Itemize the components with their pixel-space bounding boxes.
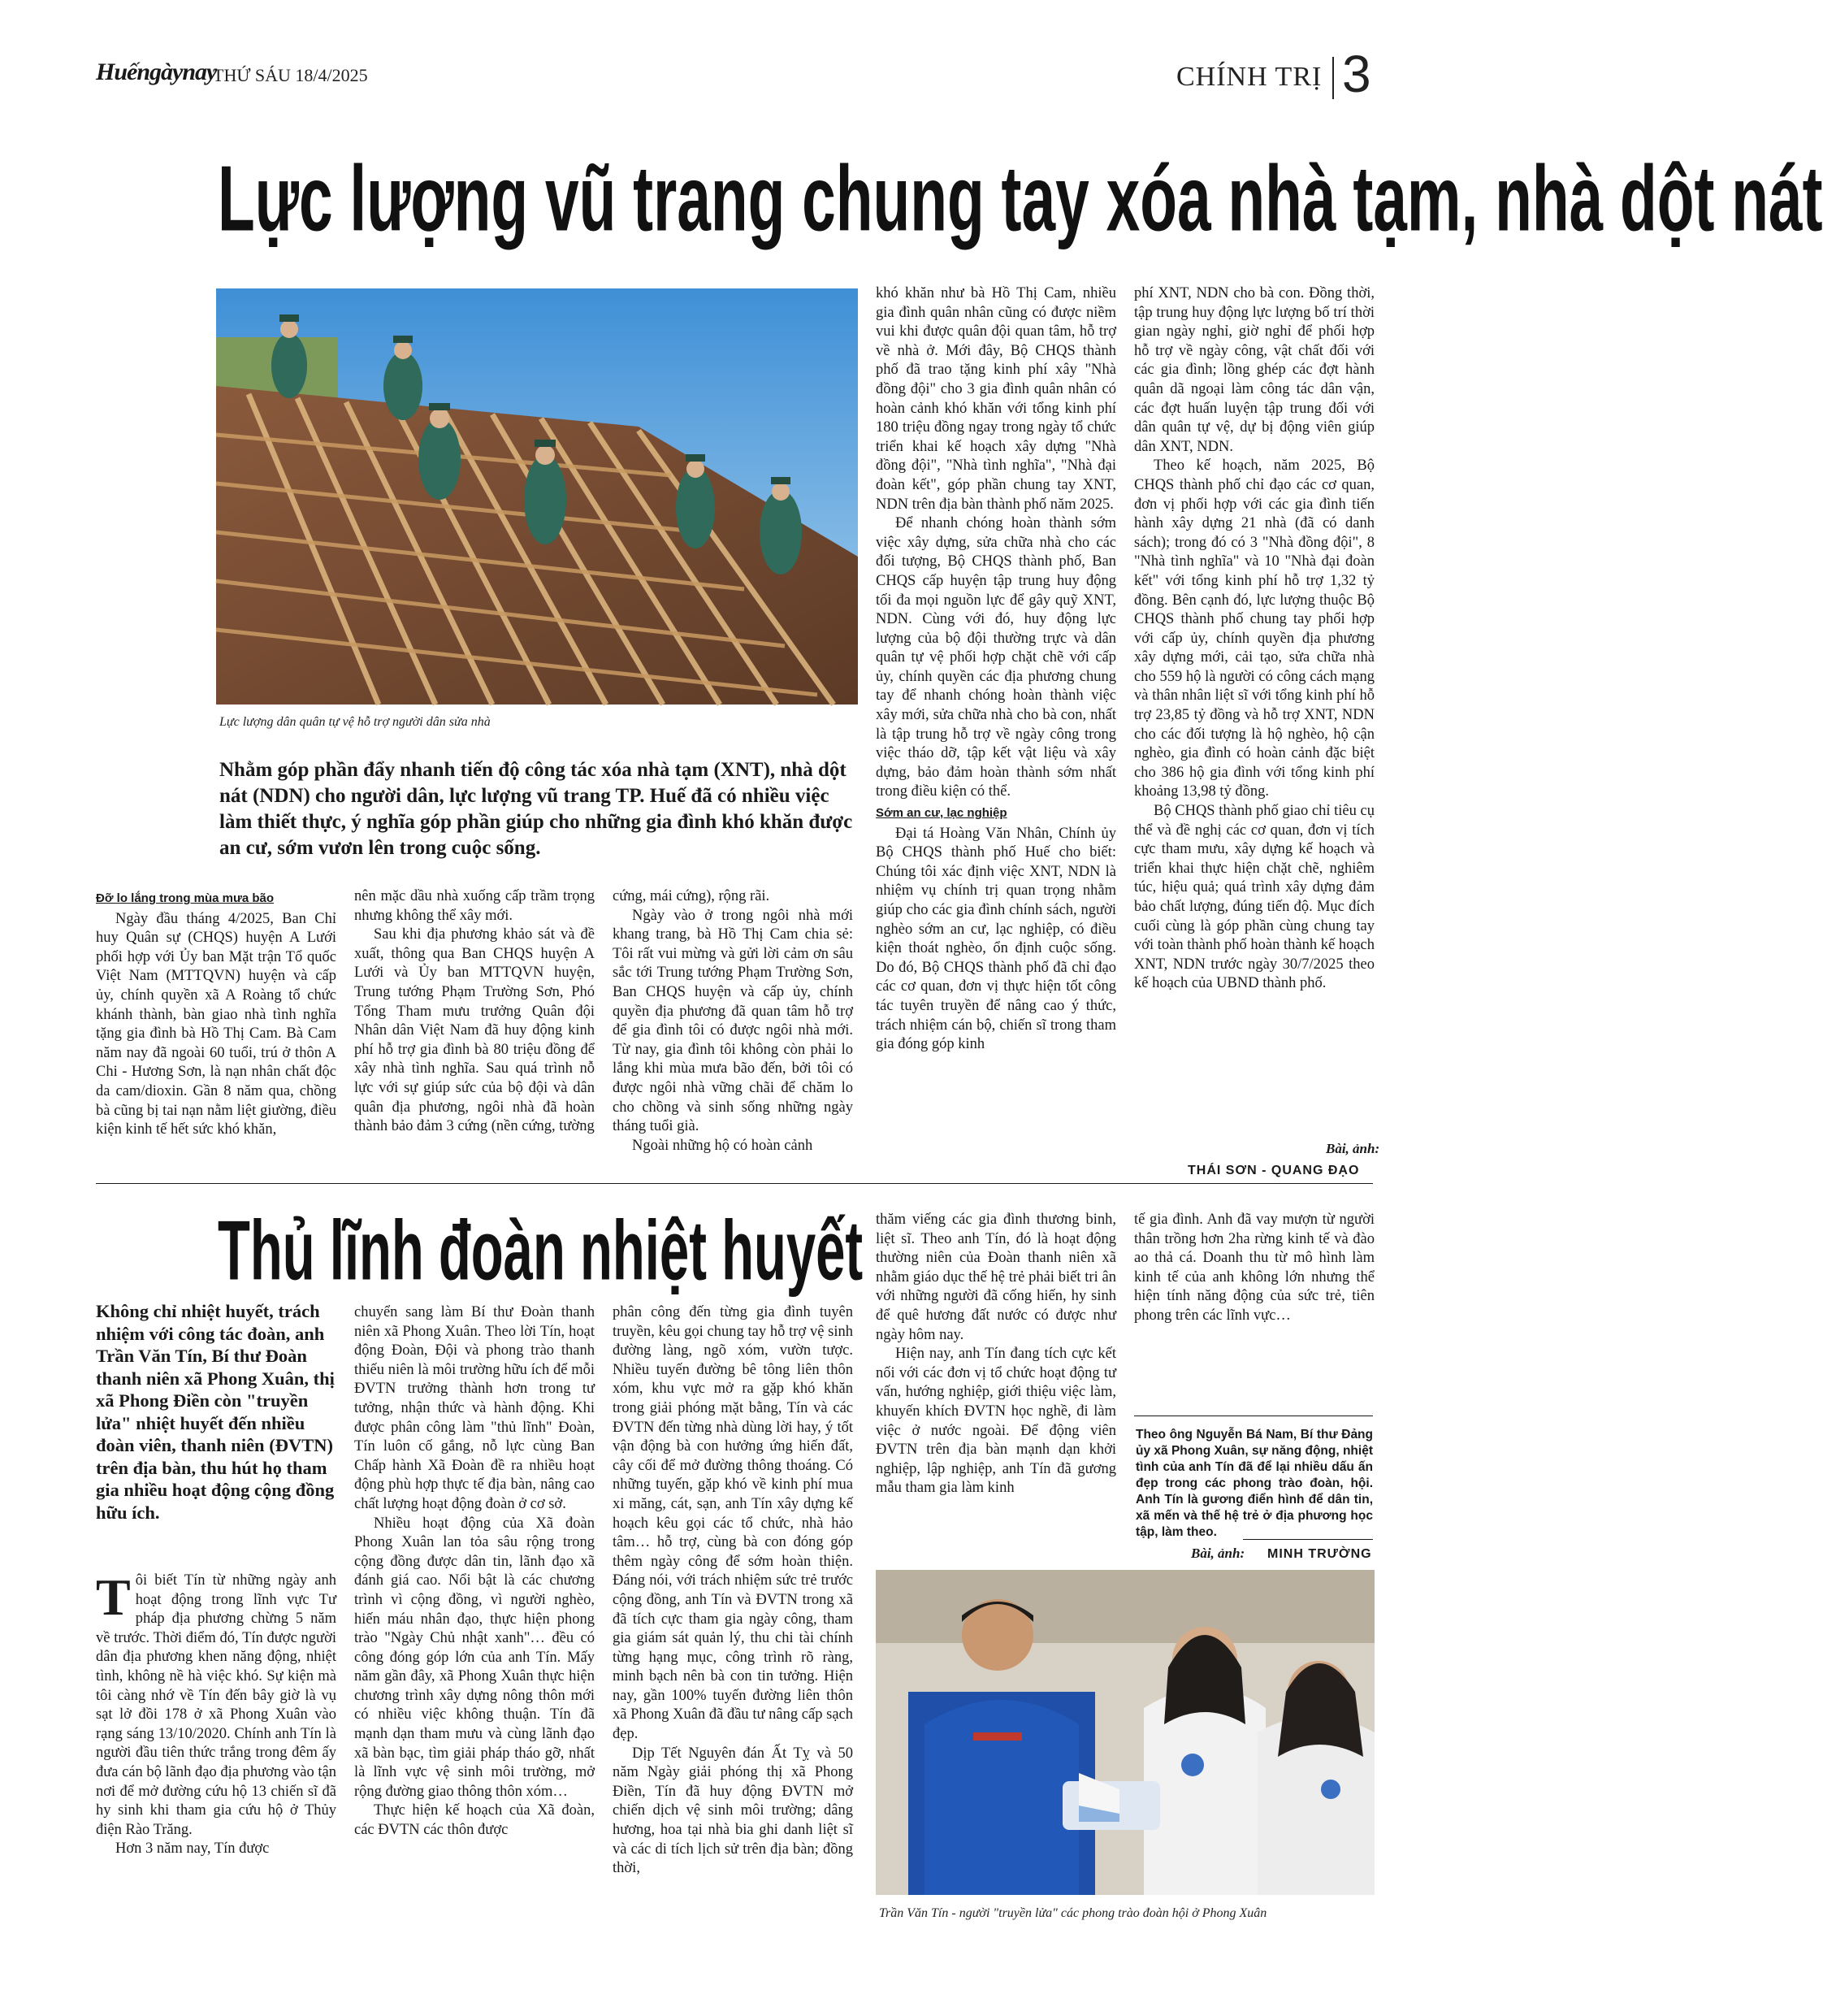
article2-column-2 — [354, 1303, 595, 1840]
article2-paragraph: thăm viếng các gia đình thương binh, liệt sĩ. Theo anh Tín, đó là hoạt động thường niên của Đoàn thanh niên xã nhằm giáo dục thế hệ trẻ phải biết tri ân với những người đã cống hiến, hy sinh để quê hương đất nước có được như ngày hôm nay. — [876, 1212, 1116, 1343]
article2-paragraph: Nhiều hoạt động của Xã đoàn Phong Xuân lan tỏa sâu rộng trong cộng đồng được dân tin, lãnh đạo xã đánh giá cao. Nổi bật là các chương trình vì cộng đồng, vì người nghèo, hiến máu nhân đạo, thực hiện phong trào "Ngày Chủ nhật xanh"… đều có công đóng góp lớn của anh Tín. Mấy năm gần đây, xã Phong Xuân thực hiện chương trình xây dựng nông thôn mới có nhiều việc không thuận. Tín đã mạnh dạn tham mưu và cùng lãnh đạo xã bàn bạc, tìm giải pháp tháo gỡ, nhất là lĩnh vực vệ sinh môi trường, mở rộng đường giao thông thôn xóm… — [354, 1515, 595, 1800]
article1-paragraph: khó khăn như bà Hồ Thị Cam, nhiều gia đình quân nhân cũng có được niềm vui khi được quân đội quan tâm, hỗ trợ về nhà ở. Mới đây, Bộ CHQS thành phố đã trao tặng kinh phí xây "Nhà đồng đội" cho 3 gia đình quân nhân có hoàn cảnh khó khăn với tổng kinh phí 180 triệu đồng ngay trong ngày tổ chức triển khai kế hoạch xây dựng "Nhà đồng đội", "Nhà tình nghĩa", "Nhà đại đoàn kết", góp phần chung tay XNT, NDN trên địa bàn thành phố năm 2025. — [876, 285, 1116, 513]
article2-quote: Theo ông Nguyễn Bá Nam, Bí thư Đảng ủy xã Phong Xuân, sự năng động, nhiệt tình của anh Tín đã để lại nhiều dấu ấn đẹp trong các phong trào đoàn, hội. Anh Tín là gương điển hình để dân tin, xã mến và thế hệ trẻ ở địa phương học tập, làm theo. — [1136, 1428, 1373, 1539]
article1-headline: Lực lượng vũ trang chung tay xóa nhà tạm, nhà dột nát — [218, 147, 1823, 251]
article2-column-4 — [876, 1211, 1116, 1498]
roof-repair-photo — [216, 288, 858, 705]
article2-column-3 — [613, 1303, 853, 1879]
article2-byline-label: Bài, ảnh: — [1191, 1546, 1245, 1561]
article2-paragraph: Thực hiện kế hoạch của Xã đoàn, các ĐVTN các thôn được — [354, 1802, 595, 1839]
article2-headline: Thủ lĩnh đoàn nhiệt huyết — [218, 1203, 864, 1298]
article2-paragraph: tế gia đình. Anh đã vay mượn từ người thân trồng hơn 2ha rừng kinh tế và đào ao thả cá. Doanh thu từ mô hình làm kinh tế của anh không lớn nhưng thể hiện tính năng động của sức trẻ, tiên phong trên các lĩnh vực… — [1134, 1212, 1375, 1324]
masthead-divider — [1332, 57, 1334, 99]
article2-paragraph: chuyển sang làm Bí thư Đoàn thanh niên xã Phong Xuân. Theo lời Tín, hoạt động Đoàn, Đội và phong trào thanh thiếu niên là môi trường hữu ích để mỗi ĐVTN trưởng thành hơn trong tư tưởng, nhận thức và hành động. Khi được phân công làm "thủ lĩnh" Đoàn, Tín luôn cố gắng, nỗ lực cùng Ban Chấp hành Xã Đoàn đề ra nhiều hoạt động phù hợp thực tế địa bàn, nâng cao chất lượng hoạt động đoàn ở cơ sở. — [354, 1304, 595, 1512]
article1-column-1 — [96, 887, 336, 1140]
article1-column-4 — [876, 284, 1116, 1055]
youth-leader-photo — [876, 1570, 1375, 1895]
article1-paragraph: Sau khi địa phương khảo sát và đề xuất, thông qua Ban CHQS huyện A Lưới và Ủy ban MTTQVN huyện, Trung tướng Phạm Trường Sơn, Phó Tổng Tham mưu trưởng Quân đội Nhân dân Việt Nam đã huy động kinh phí hỗ trợ gia đình bà 80 triệu đồng để xây nhà tình nghĩa. Sau quá trình nỗ lực với sự giúp sức của bộ đội và dân quân địa phương, ngôi nhà đã hoàn thành bảo đảm 3 cứng (nền cứng, tường — [354, 926, 595, 1135]
article2-column-1 — [96, 1568, 336, 1859]
article1-column-5 — [1134, 284, 1375, 994]
article1-lede: Nhằm góp phần đẩy nhanh tiến độ công tác xóa nhà tạm (XNT), nhà dột nát (NDN) cho người dân, lực lượng vũ trang TP. Huế đã có nhiều việc làm thiết thực, ý nghĩa góp phần giúp cho những gia đình khó khăn được an cư, sớm vươn lên trong cuộc sống. — [219, 759, 853, 859]
article1-photo-caption: Lực lượng dân quân tự vệ hỗ trợ người dân sửa nhà — [219, 715, 491, 729]
article2-column-5 — [1134, 1211, 1375, 1326]
article1-photo — [216, 288, 858, 705]
drop-cap: T — [96, 1568, 131, 1626]
article1-byline-label: Bài, ảnh: — [1326, 1141, 1380, 1156]
newspaper-logo: Huếngàynay — [96, 59, 217, 85]
article1-paragraph: Bộ CHQS thành phố giao chỉ tiêu cụ thể và đề nghị các cơ quan, đơn vị tích cực tham mưu, xây dựng kế hoạch và triển khai thực hiện chặt chẽ, nghiêm túc, hiệu quả; quá trình xây dựng đảm bảo chất lượng, đúng tiến độ. Mục đích cuối cùng là góp phần cùng chung tay với toàn thành phố hoàn thành kế hoạch XNT, NDN trước ngày 30/7/2025 theo kế hoạch của UBND thành phố. — [1134, 803, 1375, 992]
article-divider — [96, 1183, 1373, 1184]
article1-subhead-2: Sớm an cư, lạc nghiệp — [876, 806, 1007, 821]
article1-paragraph: nên mặc dầu nhà xuống cấp trầm trọng nhưng không thể xây mới. — [354, 888, 595, 924]
article1-column-3 — [613, 887, 853, 1155]
article1-paragraph: cứng, mái cứng), rộng rãi. — [613, 888, 770, 904]
issue-date: THỨ SÁU 18/4/2025 — [213, 65, 368, 85]
article2-photo-caption: Trần Văn Tín - người "truyền lửa" các phong trào đoàn hội ở Phong Xuân — [879, 1906, 1267, 1920]
article2-lede: Không chỉ nhiệt huyết, trách nhiệm với công tác đoàn, anh Trần Văn Tín, Bí thư Đoàn thanh niên xã Phong Xuân, thị xã Phong Điền còn "truyền lửa" nhiệt huyết đến nhiều đoàn viên, thanh niên (ĐVTN) trên địa bàn, thu hút họ tham gia nhiều hoạt động cộng đồng hữu ích. — [96, 1301, 335, 1523]
article1-byline-name: THÁI SƠN - QUANG ĐẠO — [1188, 1164, 1360, 1177]
article1-paragraph: Đại tá Hoàng Văn Nhân, Chính ủy Bộ CHQS thành phố Huế cho biết: Chúng tôi xác định việc XNT, NDN là nhiệm vụ chính trị quan trọng nhằm giúp cho các gia đình chính sách, người nghèo sớm an cư, lạc nghiệp, có điều kiện thoát nghèo, ổn định cuộc sống. Do đó, Bộ CHQS thành phố đã chỉ đạo các cơ quan, đơn vị thực hiện tốt công tác tuyên truyền để nâng cao ý thức, trách nhiệm cán bộ, chiến sĩ trong tham gia đóng góp kinh — [876, 825, 1116, 1053]
article2-paragraph — [96, 1568, 336, 1840]
article2-byline-name: MINH TRƯỜNG — [1267, 1547, 1372, 1561]
article1-column-2 — [354, 887, 595, 1137]
page-number: 3 — [1342, 45, 1371, 103]
article2-paragraph: Hơn 3 năm nay, Tín được — [115, 1840, 270, 1858]
article2-paragraph: phân công đến từng gia đình tuyên truyền, kêu gọi chung tay hỗ trợ vệ sinh đường làng, ngõ xóm, vườn tược. Nhiều tuyến đường bê tông liên thôn xóm, khu vực mở ra gặp khó khăn trong giải phóng mặt bằng, Tín và các ĐVTN đến từng nhà dùng lời hay, ý tốt vận động bà con hưởng ứng hiến đất, cây cối để mở đường thông thoáng. Có những tuyến, gặp khó về kinh phí mua xi măng, cát, sạn, anh Tín xây dựng kế hoạch kêu gọi các tổ chức, nhà hảo tâm… hỗ trợ, cùng bà con đóng góp thêm ngày công để sớm hoàn thiện. Đáng nói, với trách nhiệm sức trẻ trước cộng đồng, anh Tín và ĐVTN trong xã đã tích cực tham gia ngày công, tham gia giám sát quản lý, thu chi tài chính từng hạng mục, công trình rõ ràng, minh bạch nên bà con tin tưởng. Hiện nay, gần 100% tuyến đường liên thôn xã Phong Xuân đã đầu tư nâng cấp sạch đẹp. — [613, 1304, 853, 1743]
article2-photo — [876, 1570, 1375, 1895]
article1-paragraph: Theo kế hoạch, năm 2025, Bộ CHQS thành phố chỉ đạo các cơ quan, đơn vị phối hợp với các gia đình tiến hành xây dựng 21 nhà (đã có danh sách); trong đó có 3 "Nhà đồng đội", 8 "Nhà tình nghĩa" và 10 "Nhà đại đoàn kết" với tổng kinh phí hỗ trợ 1,32 tỷ đồng. Bên cạnh đó, lực lượng thuộc Bộ CHQS thành phố chung tay phối hợp với cấp ủy, chính quyền địa phương xây dựng mới, cải tạo, sửa chữa nhà cho 559 hộ là người có công cách mạng và thân nhân liệt sĩ với tổng kinh phí hỗ trợ 23,85 tỷ đồng và hỗ trợ XNT, NDN cho các đối tượng là hộ nghèo, hộ cận nghèo, gia đình có hoàn cảnh đặc biệt cho 386 hộ gia đình với tổng kinh phí khoảng 13,98 tỷ đồng. — [1134, 457, 1375, 800]
section-name: CHÍNH TRỊ — [1176, 62, 1323, 92]
quote-rule-bottom — [1243, 1539, 1373, 1540]
article2-paragraph: Hiện nay, anh Tín đang tích cực kết nối với các đơn vị tổ chức hoạt động tư vấn, hướng nghiệp, giới thiệu việc làm, khuyến khích ĐVTN học nghề, đi làm việc ở nước ngoài. Để động viên ĐVTN trên địa bàn mạnh dạn khởi nghiệp, lập nghiệp, anh Tín đã gương mẫu tham gia làm kinh — [876, 1346, 1116, 1497]
article1-paragraph: Ngày đầu tháng 4/2025, Ban Chỉ huy Quân sự (CHQS) huyện A Lưới phối hợp với Ủy ban Mặt trận Tổ quốc Việt Nam (MTTQVN) huyện và cấp ủy, chính quyền xã A Roàng tổ chức khánh thành, bàn giao nhà tình nghĩa tặng gia đình bà Hồ Thị Cam. Bà Cam năm nay đã ngoài 60 tuổi, trú ở thôn A Chi - Hương Sơn, là nạn nhân chất độc da cam/dioxin. Gần 8 năm qua, chồng bà cũng bị tai nạn nằm liệt giường, điều kiện kinh tế hết sức khó khăn, — [96, 910, 336, 1138]
article1-paragraph: Để nhanh chóng hoàn thành sớm việc xây dựng, sửa chữa nhà cho các đối tượng, Bộ CHQS thành phố, Ban CHQS cấp huyện tập trung huy động tối đa mọi nguồn lực để gây quỹ XNT, NDN. Cùng với đó, huy động lực lượng của bộ đội thường trực và dân quân tự vệ phối hợp chặt chẽ với cấp ủy, chính quyền các địa phương chung tay để nhanh chóng hoàn thành việc xây mới, sửa chữa nhà cho bà con, nhất là tập trung hỗ trợ về ngày công trong việc tháo dỡ, tập kết vật liệu và xây dựng, bảo đảm hoàn thành sớm nhất trong điều kiện có thể. — [876, 515, 1116, 800]
article2-paragraph: Dịp Tết Nguyên đán Ất Tỵ và 50 năm Ngày giải phóng thị xã Phong Điền, Tín đã huy động ĐVTN mở chiến dịch vệ sinh môi trường; dâng hương, hoa tại nhà bia ghi danh liệt sĩ và các di tích lịch sử trên địa bàn; đồng thời, — [613, 1745, 853, 1877]
article2-paragraph-text: ôi biết Tín từ những ngày anh hoạt động trong lĩnh vực Tư pháp địa phương chừng 5 năm về trước. Thời điểm đó, Tín được người dân địa phương khen năng động, nhiệt tình, không nề hà việc khó. Sự kiện mà tôi càng nhớ về Tín đến bây giờ là vụ sạt lở đồi 178 ở xã Phong Xuân vào rạng sáng 13/10/2020. Chính anh Tín là người đầu tiên thức trắng trong đêm ấy đưa cán bộ lãnh đạo địa phương vào tận nơi để mở đường cứu hộ 13 chiến sĩ đã hy sinh khi tham gia cứu hộ ở Thủy điện Rào Trăng. — [96, 1572, 336, 1838]
article1-paragraph: Ngoài những hộ có hoàn cảnh — [632, 1137, 813, 1154]
article1-paragraph: phí XNT, NDN cho bà con. Đồng thời, tập trung huy động lực lượng bố trí thời gian ngày nghỉ, giờ nghỉ để phối hợp hỗ trợ về ngày công, vật chất đối với các gia đình; lồng ghép các đợt hành quân dã ngoại làm công tác dân vận, các đợt huấn luyện tập trung đối với dân quân tự vệ, dự bị động viên giúp dân XNT, NDN. — [1134, 285, 1375, 455]
article1-paragraph: Ngày vào ở trong ngôi nhà mới khang trang, bà Hồ Thị Cam chia sẻ: Tôi rất vui mừng và gửi lời cảm ơn sâu sắc tới Trung tướng Phạm Trường Sơn, Ban CHQS huyện và cấp ủy, chính quyền địa phương đã quan tâm hỗ trợ để gia đình tôi có được ngôi nhà mới. Từ nay, gia đình tôi không còn phải lo lắng khi mùa mưa bão đến, bởi tôi có được ngôi nhà vững chãi để chăm lo cho chồng và sinh sống những ngày tháng tuổi già. — [613, 907, 853, 1135]
article1-subhead-1: Đỡ lo lắng trong mùa mưa bão — [96, 891, 275, 905]
